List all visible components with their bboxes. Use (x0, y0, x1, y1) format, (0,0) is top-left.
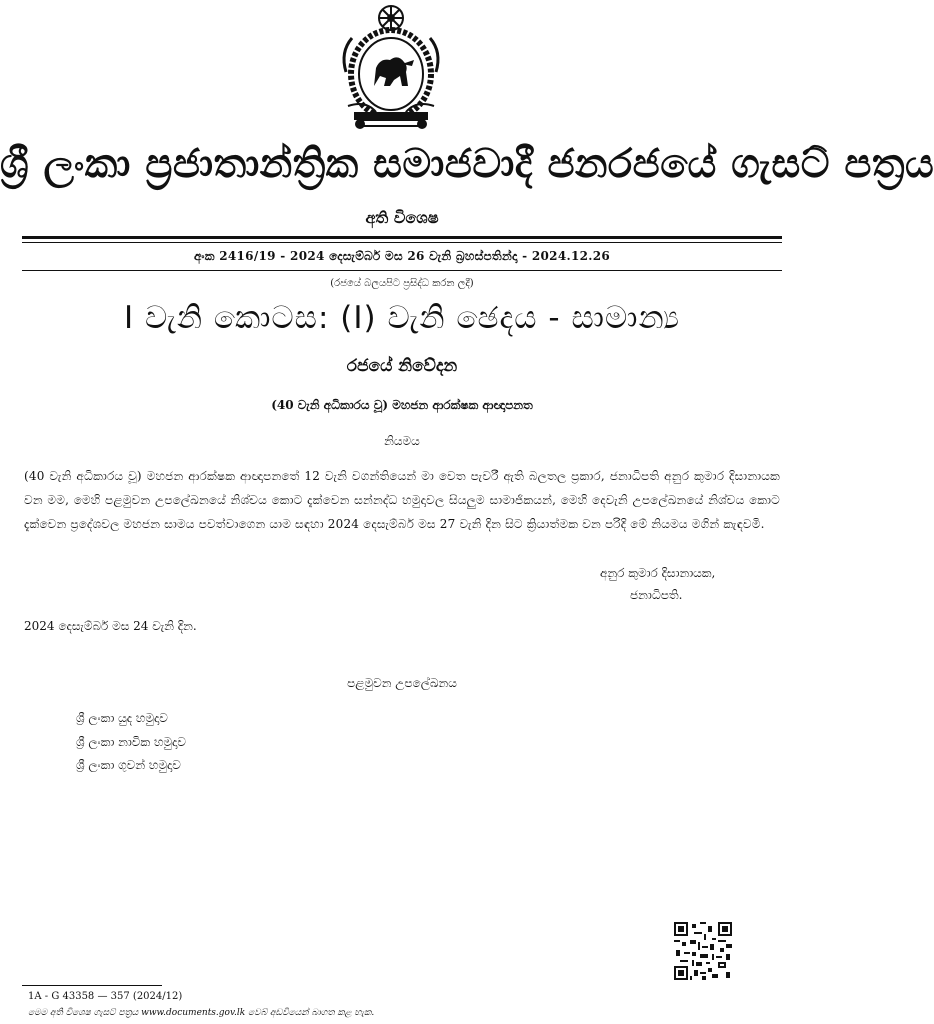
issue-line: අංක 2416/19 - 2024 දෙසැම්බර් මස 26 වැනි බ්‍රහස්පතින්දා - 2024.12.26 (193, 249, 611, 263)
schedule-heading: පළමුවන උපලේඛනය (347, 676, 457, 690)
footer-rule (22, 985, 162, 986)
header-rule-thin (22, 242, 782, 243)
header-rule-thick (22, 236, 782, 239)
schedule-item: ශ්‍රී ලංකා ගුවන් හමුදාව (76, 758, 181, 772)
authority-line: (රජයේ බලයපිට ප්‍රසිද්ධ කරන ලදී) (330, 278, 474, 289)
schedule-item: ශ්‍රී ලංකා යුද හමුදාව (76, 711, 168, 725)
notice-body: (40 වැනි අධිකාරය වූ) මහජන ආරක්ෂක ආඥාපනතේ 12 වැනි වගන්තියෙන් මා වෙත පැවරී ඇති බලතල ප්‍රකාර, ජනාධිපති අනුර කුමාර දිසානායක වන මම, මෙහි පළමුවන උපලේඛනයේ නිශ්චය කොට දැක්වෙන සන්නද්ධ හමුදාවල සියලුම සාමාජිකයන්, මෙහි දෙවැනි උපලේඛනයේ නිශ්චය කොට දැක්වෙන ප්‍රදේශවල මහජන සාමය පවත්වාගෙන යාම සඳහා 2024 දෙසැම්බර් මස 27 වැනි දින සිට ක්‍රියාත්මක වන පරිදි මේ නියමය මගින් කැඳවමි. (24, 469, 780, 531)
online-availability-note: මෙම අති විශෙෂ ගැසට් පත්‍රය www.documents.gov.lk වෙබ් අඩවියෙන් බාගත කළ හැක. (28, 1008, 375, 1018)
qr-code (674, 922, 732, 980)
schedule-item: ශ්‍රී ලංකා නාවික හමුදාව (76, 735, 187, 749)
act-title: (40 වැනි අධිකාරය වූ) මහජන ආරක්ෂක ආඥාපනත (271, 398, 533, 412)
header-rule-bottom (22, 270, 782, 271)
part-heading: I වැනි කොටස: (I) වැනි ඡෙදය - සාමාන්‍ය (123, 300, 681, 336)
section-heading: රජයේ නිවේදන (346, 356, 458, 376)
signatory-name: අනුර කුමාර දිසානායක, (600, 566, 716, 580)
print-code: 1A - G 43358 — 357 (2024/12) (28, 991, 183, 1002)
national-emblem (336, 2, 446, 134)
signatory-title: ජනාධිපති. (630, 588, 683, 602)
gazette-title: ශ්‍රී ලංකා ප්‍රජාතාන්ත්‍රික සමාජවාදී ජනරජයේ ගැසට් පත්‍රය (0, 141, 934, 187)
notice-heading: නියමය (384, 434, 420, 448)
notice-date: 2024 දෙසැම්බර් මස 24 වැනි දින. (24, 619, 197, 633)
gazette-subtitle: අති විශෙෂ (365, 208, 439, 227)
